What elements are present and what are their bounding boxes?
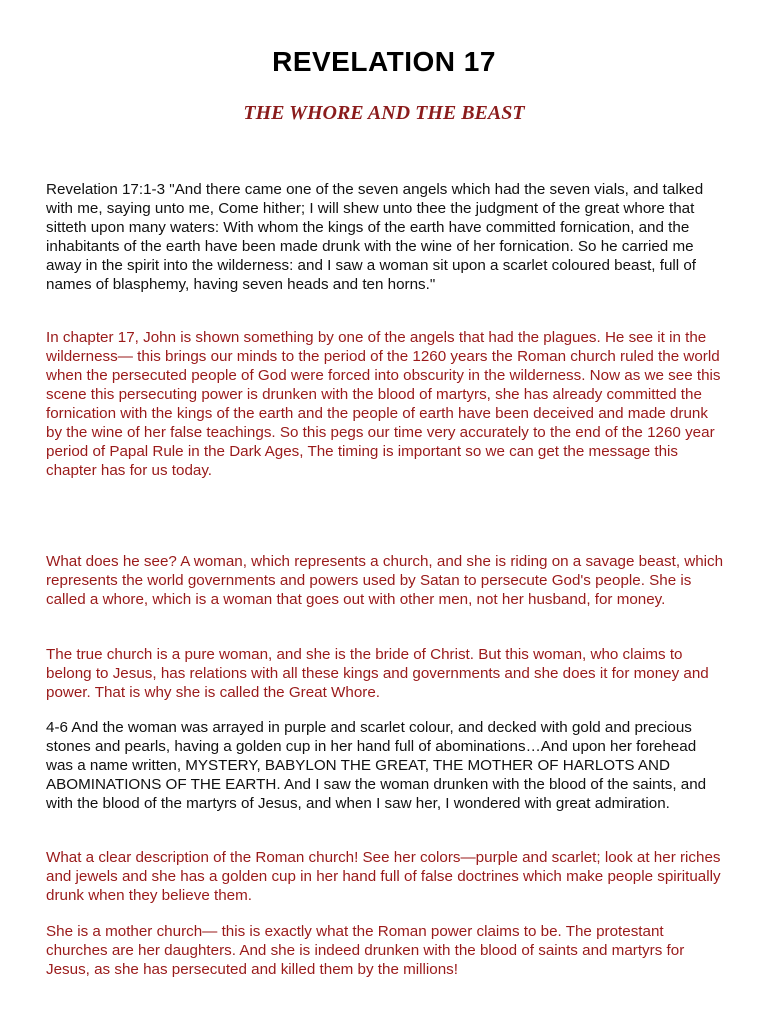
paragraph-what-does-he-see: What does he see? A woman, which represents a church, and she is riding on a savage beast, which represents the world governments and powers used by Satan to persecute God's people. She is called a whore, which is a woman that goes out with other men, not her husband, for money. [46,553,724,608]
paragraph-true-church: The true church is a pure woman, and she is the bride of Christ. But this woman, who claims to belong to Jesus, has relations with all these kings and governments and she does it for money and power. That is why she is called the Great Whore. [46,646,709,701]
page-subtitle: THE WHORE AND THE BEAST [243,102,525,124]
paragraph-mother-church: She is a mother church— this is exactly what the Roman power claims to be. The protestant churches are her daughters. And she is indeed drunken with the blood of saints and martyrs for Jesus, as she has persecuted and killed them by the millions! [46,923,685,978]
page-title: REVELATION 17 [272,46,496,77]
paragraph-clear-description: What a clear description of the Roman church! See her colors—purple and scarlet; look at her riches and jewels and she has a golden cup in her hand full of false doctrines which make people spiritually drunk when they believe them. [46,849,721,904]
paragraph-scripture-1-3: Revelation 17:1-3 "And there came one of the seven angels which had the seven vials, and talked with me, saying unto me, Come hither; I will shew unto thee the judgment of the great whore that sitteth upon many waters: With whom the kings of the earth have committed fornication, and the inhabitants of the earth have been made drunk with the wine of her fornication. So he carried me away in the spirit into the wilderness: and I saw a woman sit upon a scarlet coloured beast, full of names of blasphemy, having seven heads and ten horns." [46,181,704,293]
paragraph-commentary-chapter-17: In chapter 17, John is shown something by one of the angels that had the plagues. He see it in the wilderness— this brings our minds to the period of the 1260 years the Roman church ruled the world when the persecuted people of God were forced into obscurity in the wilderness. Now as we see this scene this persecuting power is drunken with the blood of martyrs, she has already committed the fornication with the kings of the earth and the people of earth have been deceived and made drunk by the wine of her false teachings. So this pegs our time very accurately to the end of the 1260 year period of Papal Rule in the Dark Ages, The timing is important so we can get the message this chapter has for us today. [46,329,721,479]
paragraph-scripture-4-6: 4-6 And the woman was arrayed in purple and scarlet colour, and decked with gold and precious stones and pearls, having a golden cup in her hand full of abominations…And upon her forehead was a name written, MYSTERY, BABYLON THE GREAT, THE MOTHER OF HARLOTS AND ABOMINATIONS OF THE EARTH. And I saw the woman drunken with the blood of the saints, and with the blood of the martyrs of Jesus, and when I saw her, I wondered with great admiration. [46,719,707,812]
